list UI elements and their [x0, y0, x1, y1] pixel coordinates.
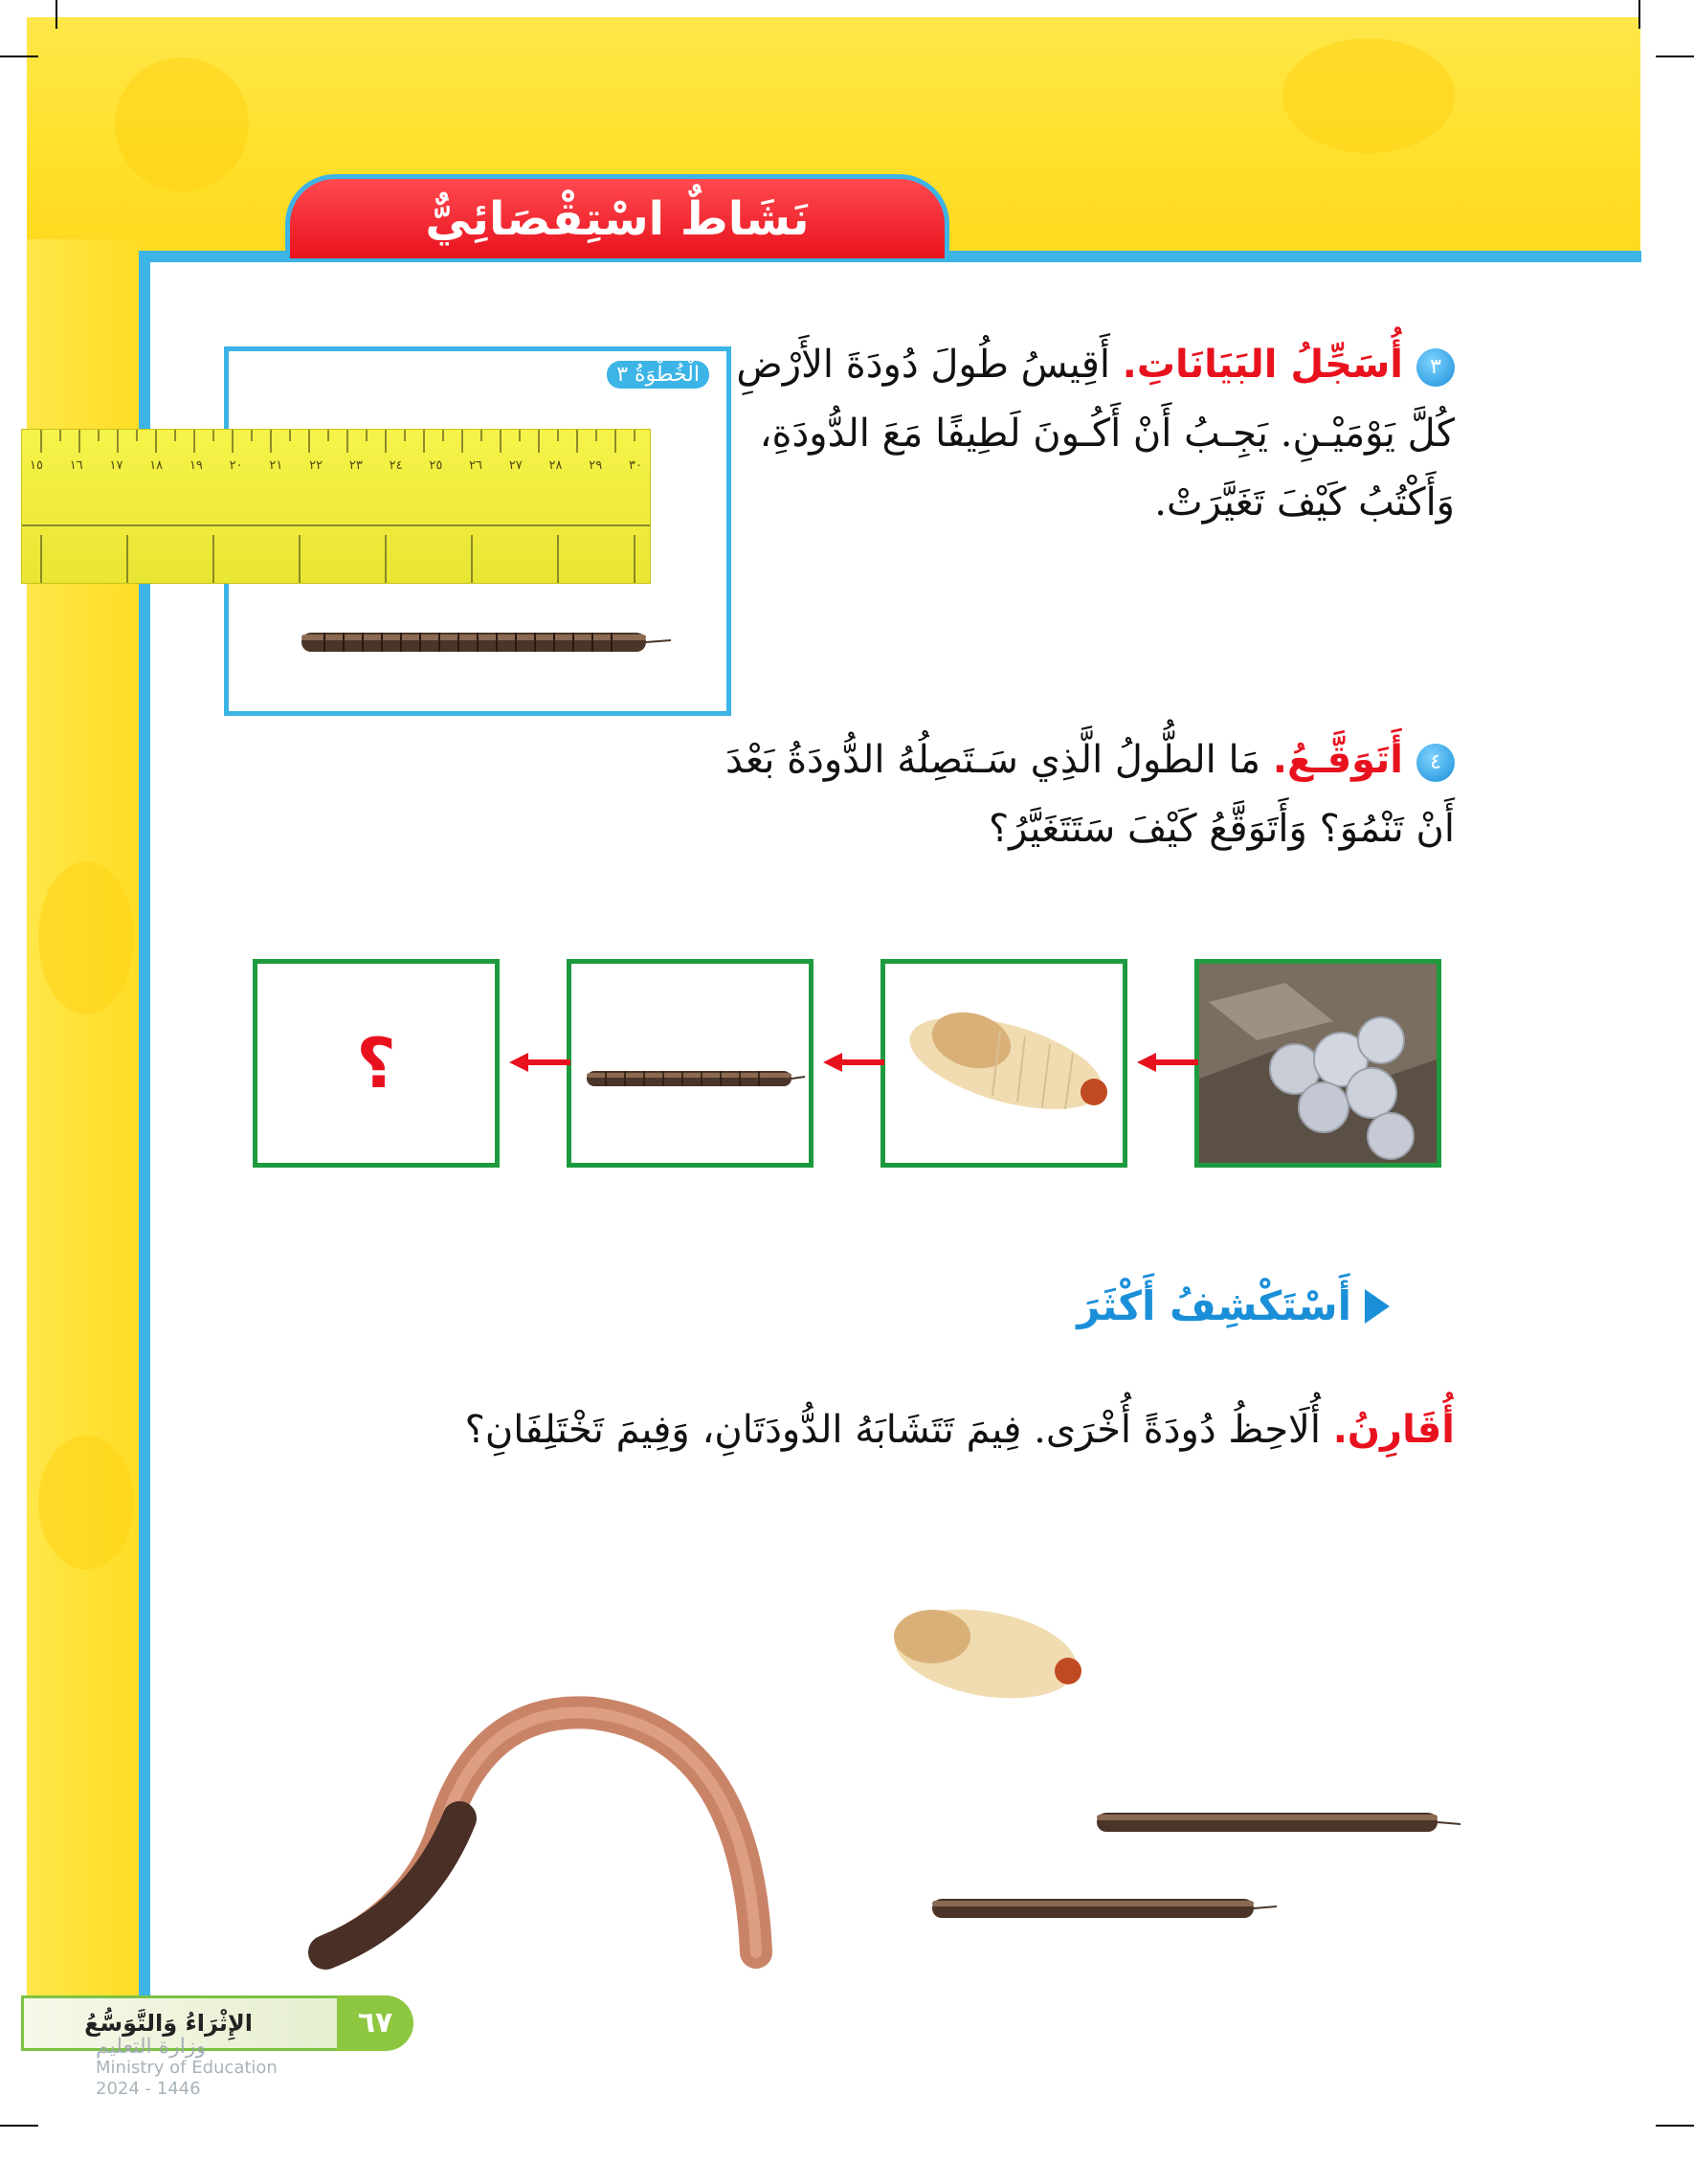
step-3-body: أَقِيسُ طُولَ دُودَةَ الأَرْضِ كُلَّ يَوْمَيْـنِ. يَجِـبُ أَنْ أَكُـونَ لَطِيفًا مَعَ الدُّودَةِ، وَأَكْتُبُ كَيْفَ تَغَيَّرَتْ. — [736, 343, 1455, 524]
ruler-ticks — [22, 430, 650, 583]
arrow-left-icon — [1137, 1053, 1198, 1072]
background-decoration — [115, 57, 249, 191]
millipede-icon — [1091, 1799, 1464, 1847]
crop-mark — [1638, 0, 1640, 29]
compare-body: أُلَاحِظُ دُودَةً أُخْرَى. فِيمَ تَتَشَابَهُ الدُّودَتَانِ، وَفِيمَ تَخْتَلِفَانِ؟ — [464, 1408, 1321, 1452]
step-4-body: مَا الطُّولُ الَّذِي سَـتَصِلُهُ الدُّودَةُ بَعْدَ أَنْ تَنْمُوَ؟ وَأَتَوَقَّعُ كَيْفَ سَتَتَغَيَّرُ؟ — [724, 738, 1455, 851]
page-title: نَشَاطٌ اسْتِقْصَائِيٌّ — [425, 191, 810, 246]
step-tag-number: ٣ — [616, 363, 629, 387]
ruler — [21, 429, 651, 584]
crop-mark — [0, 56, 38, 57]
crop-mark — [0, 2125, 38, 2127]
larva-icon — [885, 964, 1123, 1163]
ruler-number: ١٧ — [109, 458, 123, 473]
sequence-millipede-box — [567, 959, 814, 1168]
sequence-eggs-box — [1194, 959, 1441, 1168]
ruler-number: ٢٤ — [389, 458, 403, 473]
ruler-numbers — [30, 458, 642, 473]
explore-more-title: أَسْتَكْشِفُ أَكْثَرَ — [1077, 1282, 1351, 1329]
watermark-arabic: وزارة التعليم — [96, 2035, 207, 2059]
step-4-number-badge: ٤ — [1416, 744, 1455, 782]
larva-icon — [880, 1589, 1091, 1713]
background-decoration — [1282, 38, 1455, 153]
ruler-number: ٢٠ — [229, 458, 243, 473]
ruler-number: ٢٩ — [589, 458, 603, 473]
compare-heading: أُقَارِنُ. — [1332, 1408, 1455, 1452]
ruler-number: ٢٥ — [429, 458, 443, 473]
page-number: ٦٧ — [337, 1995, 413, 2051]
background-decoration — [38, 1436, 134, 1570]
step-3-heading: أُسَجِّلُ البَيَانَاتِ. — [1122, 343, 1403, 387]
ruler-number: ١٦ — [69, 458, 83, 473]
crop-mark — [1656, 2125, 1694, 2127]
ruler-number: ١٨ — [149, 458, 164, 473]
watermark-year: 2024 - 1446 — [96, 2079, 201, 2099]
explore-more-heading — [1077, 1282, 1390, 1329]
earthworm-icon — [287, 1570, 823, 1972]
ruler-number: ٢٦ — [469, 458, 483, 473]
arrow-left-icon — [823, 1053, 884, 1072]
triangle-pointer-icon — [1365, 1289, 1390, 1324]
footer-section-label: الإِثْرَاءُ وَالتَّوَسُّعُ — [84, 2010, 253, 2037]
activity-title-banner — [285, 174, 949, 258]
ruler-number: ٢٧ — [508, 458, 523, 473]
ruler-number: ١٩ — [189, 458, 203, 473]
ruler-number: ٢١ — [269, 458, 283, 473]
millipede-icon — [296, 619, 679, 667]
ruler-number: ٢٢ — [309, 458, 323, 473]
crop-mark — [56, 0, 57, 29]
step-3-paragraph — [708, 330, 1455, 537]
step-4-heading: أَتَوَقَّـعُ. — [1272, 738, 1403, 782]
watermark-english: Ministry of Education — [96, 2058, 278, 2078]
crop-mark — [1656, 56, 1694, 57]
millipede-icon — [926, 1885, 1281, 1933]
question-mark: ؟ — [356, 1023, 396, 1103]
ruler-number: ٣٠ — [629, 458, 642, 473]
ruler-number: ٢٨ — [548, 458, 563, 473]
background-decoration — [38, 861, 134, 1014]
arrow-left-icon — [509, 1053, 570, 1072]
sequence-unknown-box — [253, 959, 500, 1168]
millipede-icon — [571, 964, 809, 1163]
compare-paragraph — [211, 1395, 1455, 1464]
step-tag — [607, 361, 709, 389]
ruler-number: ٢٣ — [348, 458, 363, 473]
step-tag-label: الْخُطْوَةُ — [635, 363, 700, 387]
sequence-larva-box — [880, 959, 1127, 1168]
step-4-paragraph — [708, 725, 1455, 863]
ruler-number: ١٥ — [30, 458, 43, 473]
step-3-number-badge: ٣ — [1416, 348, 1455, 387]
eggs-icon — [1199, 964, 1437, 1163]
ministry-watermark — [96, 2037, 278, 2100]
